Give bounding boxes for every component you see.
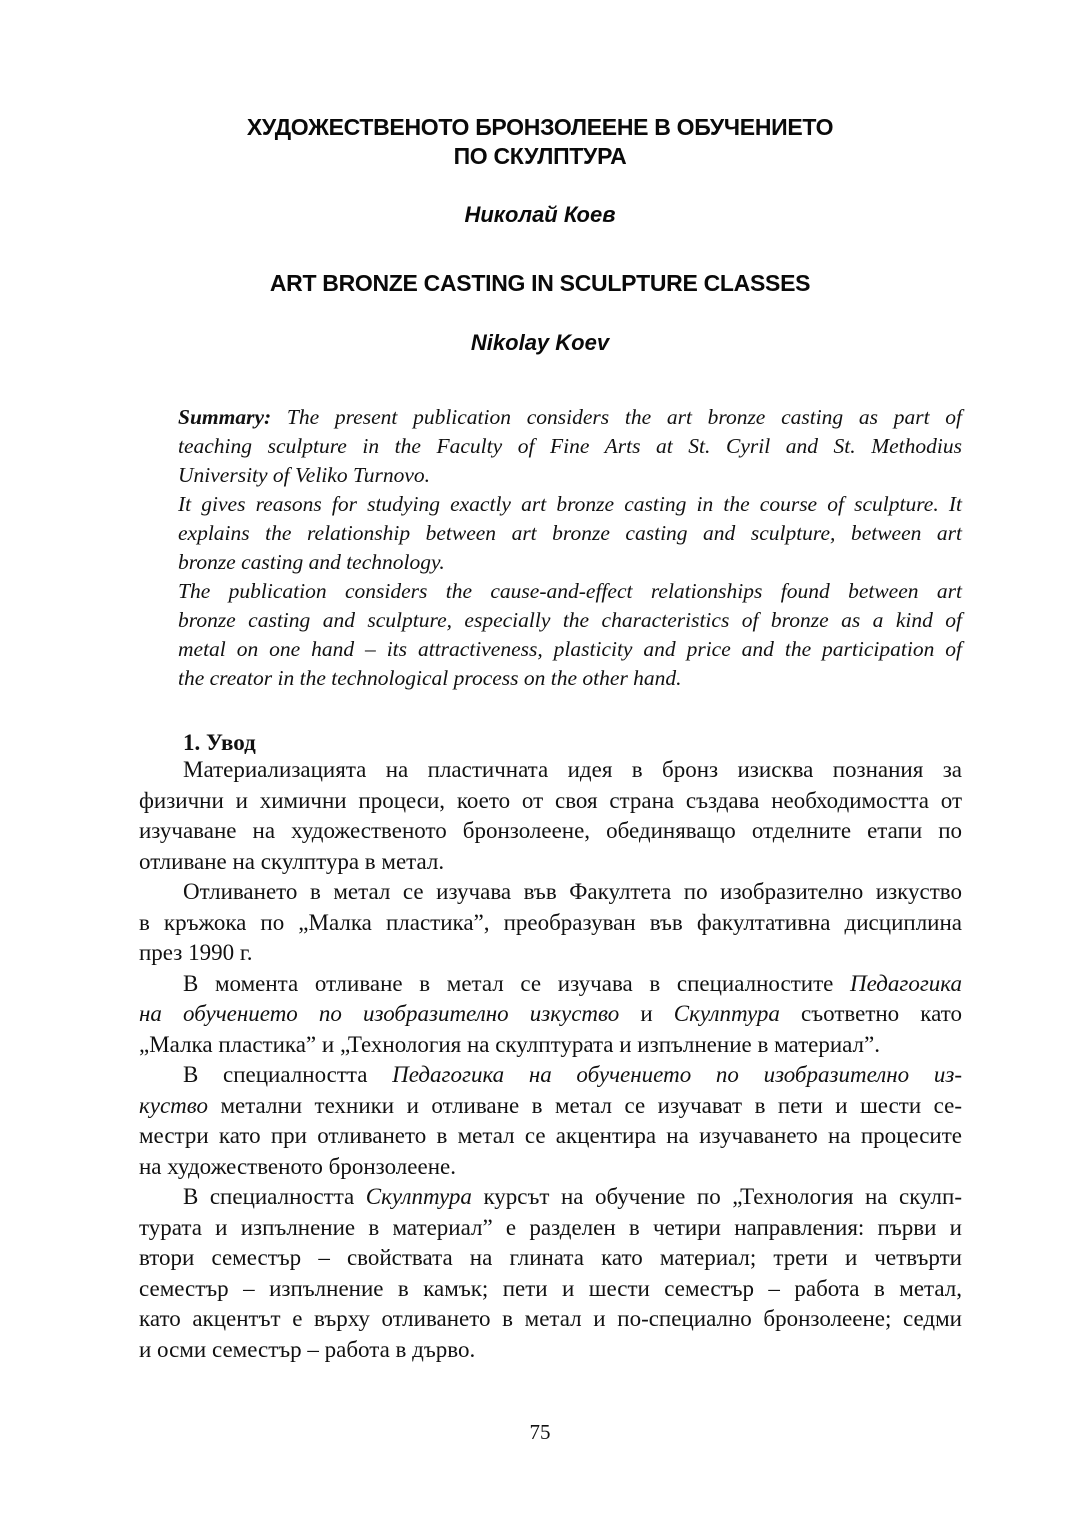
body-line: на обучението по изобразително изкуство и Скулптура съответно като	[139, 1001, 962, 1026]
title-bg-line-2: ПО СКУЛПТУРА	[453, 143, 627, 169]
body-line: В специалността Педагогика на обучението по изобразително из-	[183, 1062, 962, 1087]
summary-line: University of Veliko Turnovo.	[178, 463, 430, 487]
body-line: в кръжока по „Малка пластика”, преобразуван във факултативна дисциплина	[139, 909, 962, 935]
summary-block	[178, 403, 962, 693]
body-line: „Малка пластика” и „Технология на скулптурата и изпълнение в материал”.	[139, 1031, 880, 1057]
body-line: през 1990 г.	[139, 940, 253, 965]
summary-line: It gives reasons for studying exactly art bronze casting in the course of sculpture. It	[178, 492, 962, 516]
body-line: втори семестър – свойствата на глината като материал; трети и четвърти	[139, 1245, 962, 1270]
body-line: Материализацията на пластичната идея в бронз изисква познания за	[183, 757, 962, 782]
body-line: семестър – изпълнение в камък; пети и шести семестър – работа в метал,	[139, 1275, 962, 1301]
body-line: на художественото бронзолеене.	[139, 1153, 456, 1179]
body-line: куство метални техники и отливане в метал се изучават в пети и шести се-	[139, 1092, 962, 1118]
body-line: като акцентът е върху отливането в метал и по-специално бронзолеене; седми	[139, 1306, 962, 1331]
summary-line: metal on one hand – its attractiveness, plasticity and price and the participation of	[178, 637, 962, 661]
summary-line: bronze casting and technology.	[178, 550, 445, 574]
summary-line: The publication considers the cause-and-effect relationships found between art	[178, 579, 962, 603]
body-line: отливане на скулптура в метал.	[139, 848, 445, 874]
author-en: Nikolay Koev	[470, 330, 610, 355]
body-line: и осми семестър – работа в дърво.	[139, 1336, 476, 1362]
body-line: турата и изпълнение в материал” е разделен в четири направления: първи и	[139, 1214, 962, 1240]
author-bg: Николай Коев	[464, 202, 616, 227]
body-line: В специалността Скулптура курсът на обучение по „Технология на скулп-	[183, 1184, 962, 1209]
title-bg-line-1: ХУДОЖЕСТВЕНОТО БРОНЗОЛЕЕНЕ В ОБУЧЕНИЕТО	[246, 114, 834, 140]
body-line: В момента отливане в метал се изучава в специалностите Педагогика	[183, 970, 962, 996]
summary-label: Summary:	[178, 405, 272, 429]
page-number: 75	[529, 1420, 551, 1444]
section-heading: 1. Увод	[183, 730, 256, 755]
summary-line: explains the relationship between art bronze casting and sculpture, between art	[178, 521, 962, 545]
body-line: местри като при отливането в метал се акцентира на изучаването на процесите	[139, 1123, 962, 1148]
summary-line: teaching sculpture in the Faculty of Fine Arts at St. Cyril and St. Methodius	[178, 434, 962, 458]
summary-line: the creator in the technological process on the other hand.	[178, 666, 682, 690]
body-text	[139, 755, 962, 1365]
body-line: физични и химични процеси, което от своя страна създава необходимостта от	[139, 787, 962, 813]
summary-line: Summary: The present publication considers the art bronze casting as part of	[178, 405, 962, 429]
summary-line: bronze casting and sculpture, especially the characteristics of bronze as a kind of	[178, 608, 962, 632]
body-line: Отливането в метал се изучава във Факултета по изобразително изкуство	[183, 879, 962, 904]
title-en: ART BRONZE CASTING IN SCULPTURE CLASSES	[269, 270, 811, 296]
body-line: изучаване на художественото бронзолеене, обединяващо отделните етапи по	[139, 818, 962, 843]
